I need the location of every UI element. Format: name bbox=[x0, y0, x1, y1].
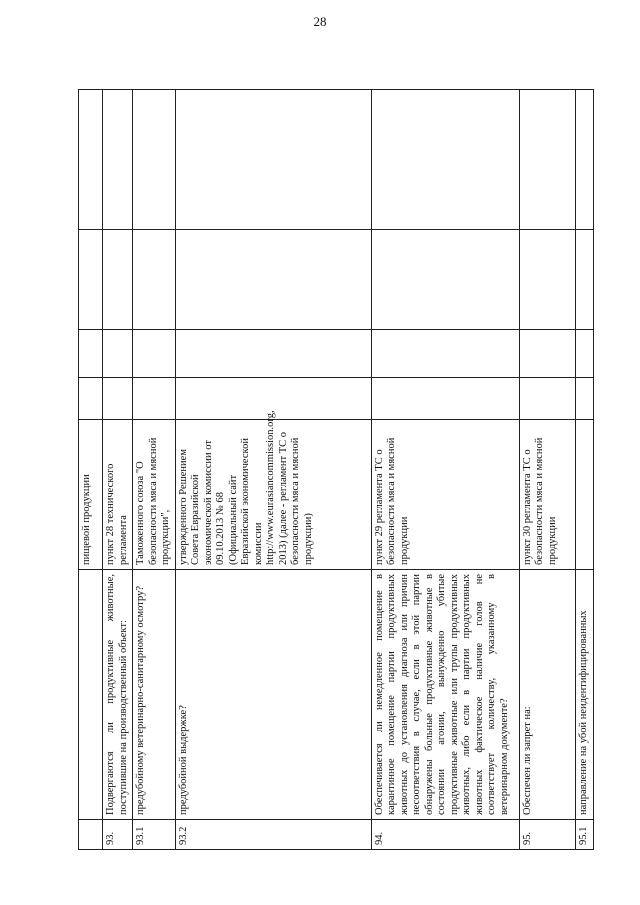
note-cell bbox=[575, 90, 593, 230]
note-cell bbox=[519, 90, 575, 230]
row-question: Обеспечивается ли немедленное помещение в карантинное помещение партии продуктивных животных до установления диагноза или причин несоответствия в случае, если в этой партии обнаружены больные продуктивные животные в состоянии агонии, вынужденно убитые продуктивные животные или трупы продуктивных животных, либо если в партии продуктивных животных фактическое наличие голов не соответствует количеству, указанному в ветеринарном документе? bbox=[371, 570, 519, 820]
answer-na-cell bbox=[103, 230, 133, 330]
answer-no-cell bbox=[371, 330, 519, 378]
table-row bbox=[519, 90, 575, 850]
row-number: 93.2 bbox=[175, 820, 371, 850]
answer-yes-cell bbox=[519, 378, 575, 420]
answer-na-cell bbox=[371, 230, 519, 330]
row-reference: пункт 30 регламента ТС о безопасности мяса и мясной продукции bbox=[519, 420, 575, 570]
row-reference: пункт 28 технического регламента bbox=[103, 420, 133, 570]
row-question: Подвергаются ли продуктивные животные, поступившие на производственный объект: bbox=[103, 570, 133, 820]
page-number: 28 bbox=[313, 14, 327, 29]
answer-na-cell bbox=[133, 230, 176, 330]
row-number: 95. bbox=[519, 820, 575, 850]
note-cell bbox=[133, 90, 176, 230]
table-row bbox=[371, 90, 519, 850]
row-reference: утвержденного Решением Совета Евразийской экономической комиссии от 09.10.2013 № 68 (Официальный сайт Евразийской экономической комиссии http://www.eurasiancommission.org, 2013) (далее - регламент ТС о безопасности мяса и мясной продукции) bbox=[175, 420, 371, 570]
answer-na-cell bbox=[175, 230, 371, 330]
table-row bbox=[103, 90, 133, 850]
table-row bbox=[175, 90, 371, 850]
row-question: направление на убой неидентифицированных bbox=[575, 570, 593, 820]
row-number bbox=[79, 820, 103, 850]
answer-yes-cell bbox=[79, 378, 103, 420]
row-reference: пищевой продукции bbox=[79, 420, 103, 570]
note-cell bbox=[103, 90, 133, 230]
answer-na-cell bbox=[79, 230, 103, 330]
checklist-table bbox=[78, 89, 594, 850]
answer-no-cell bbox=[79, 330, 103, 378]
row-reference bbox=[575, 420, 593, 570]
answer-yes-cell bbox=[575, 378, 593, 420]
row-question: Обеспечен ли запрет на: bbox=[519, 570, 575, 820]
answer-no-cell bbox=[133, 330, 176, 378]
table-row bbox=[575, 90, 593, 850]
table-row bbox=[79, 90, 103, 850]
note-cell bbox=[371, 90, 519, 230]
answer-na-cell bbox=[519, 230, 575, 330]
row-reference: Таможенного союза "О безопасности мяса и мясной продукции", bbox=[133, 420, 176, 570]
table-row bbox=[133, 90, 176, 850]
answer-no-cell bbox=[575, 330, 593, 378]
row-number: 94. bbox=[371, 820, 519, 850]
answer-no-cell bbox=[519, 330, 575, 378]
note-cell bbox=[175, 90, 371, 230]
answer-yes-cell bbox=[371, 378, 519, 420]
row-reference: пункт 29 регламента ТС о безопасности мяса и мясной продукции bbox=[371, 420, 519, 570]
answer-na-cell bbox=[575, 230, 593, 330]
answer-no-cell bbox=[175, 330, 371, 378]
row-number: 93. bbox=[103, 820, 133, 850]
answer-yes-cell bbox=[133, 378, 176, 420]
row-number: 95.1 bbox=[575, 820, 593, 850]
row-question bbox=[79, 570, 103, 820]
row-question: предубойной выдержке? bbox=[175, 570, 371, 820]
answer-yes-cell bbox=[103, 378, 133, 420]
row-question: предубойному ветеринарно-санитарному осмотру? bbox=[133, 570, 176, 820]
answer-no-cell bbox=[103, 330, 133, 378]
note-cell bbox=[79, 90, 103, 230]
row-number: 93.1 bbox=[133, 820, 176, 850]
